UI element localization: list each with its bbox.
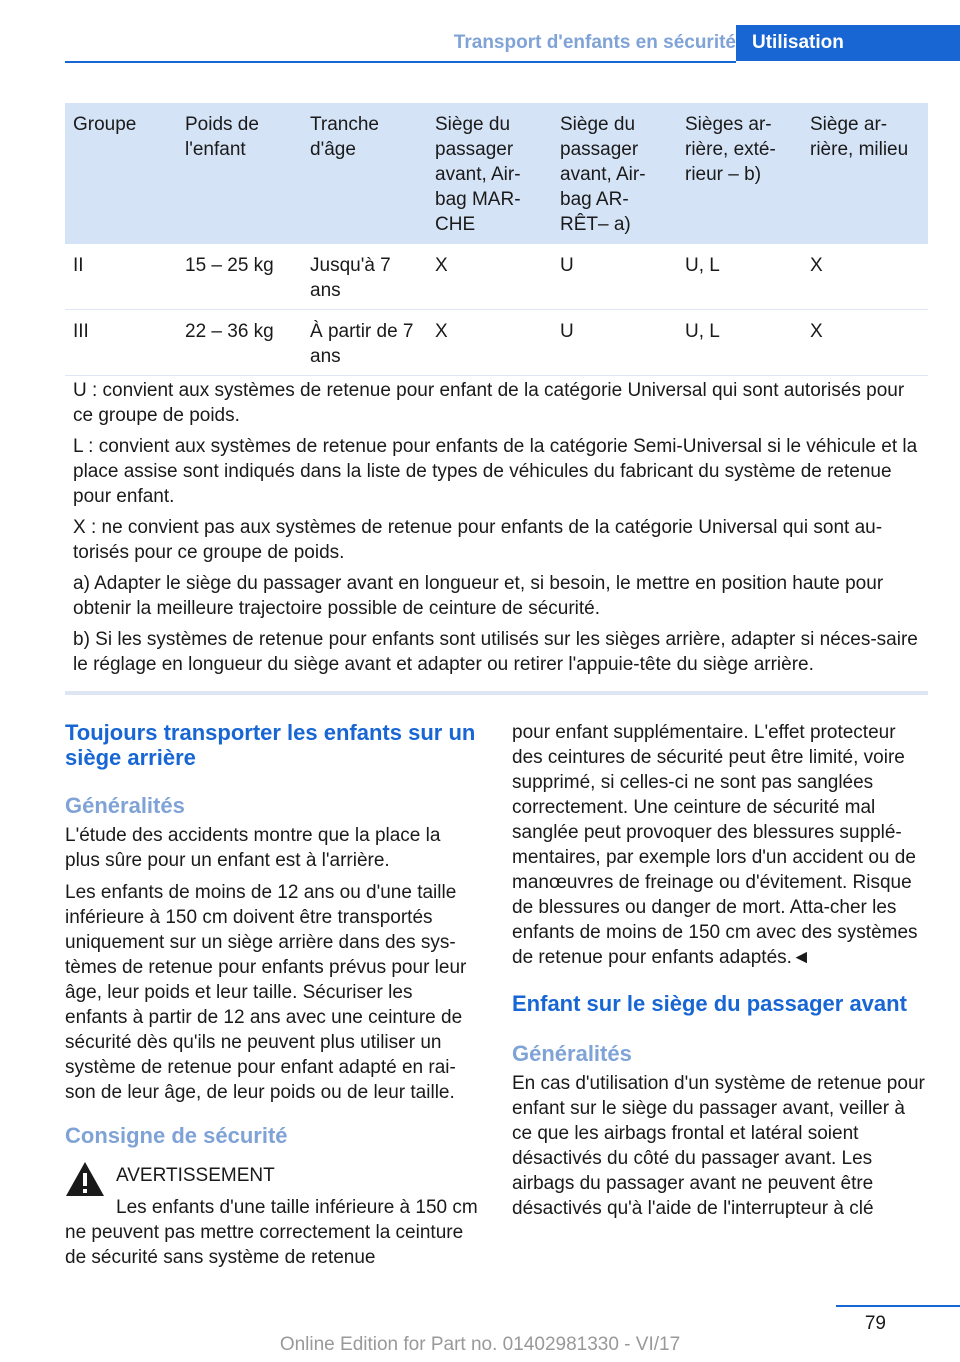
paragraph: Les enfants de moins de 12 ans ou d'une taille inférieure à 150 cm doivent être transportés uniquement sur un siège arrière dans des sys-tèmes de retenue pour enfants prévus pour leur âge, leur poids et leur taille. Sécuriser les enfants à partir de 12 ans avec une ceinture de sécurité dès qu'ils ne peuvent plus utiliser un système de retenue pour enfant adapté en rai-son de leur âge, de leur poids ou de leur taille. xyxy=(65,882,467,1103)
warning-title: AVERTISSEMENT xyxy=(116,1165,275,1186)
table-cell: X xyxy=(810,321,823,342)
table-note: b) Si les systèmes de retenue pour enfants sont utilisés sur les sièges arrière, adapter si néces-saire le réglage en longueur du siège avant et adapter ou retirer l'appuie-tête du siège arrière. xyxy=(73,629,918,675)
table-note: X : ne convient pas aux systèmes de retenue pour enfants de la catégorie Universal qui sont au-torisés pour ce groupe de poids. xyxy=(73,517,883,563)
subsection-heading: Généralités xyxy=(65,793,185,818)
warning-text: Les enfants d'une taille inférieure à 150 cm ne peuvent pas mettre correctement la ceinture de sécurité sans système de retenue xyxy=(65,1197,478,1268)
table-note: a) Adapter le siège du passager avant en longueur et, si besoin, le mettre en position haute pour obtenir la meilleure trajectoire possible de ceinture de sécurité. xyxy=(73,573,884,619)
table-cell: X xyxy=(435,321,448,342)
table-header-cell: Sièges ar-rière, exté-rieur – b) xyxy=(685,114,776,185)
table-note: U : convient aux systèmes de retenue pour enfant de la catégorie Universal qui sont autorisés pour ce groupe de poids. xyxy=(73,380,905,426)
table-cell: X xyxy=(435,255,448,276)
table-header-row xyxy=(65,103,928,244)
table-header-cell: Groupe xyxy=(73,114,137,135)
page-number: 79 xyxy=(864,1313,886,1334)
table-cell: X xyxy=(810,255,823,276)
table-row xyxy=(65,244,928,310)
section-heading: Toujours transporter les enfants sur un siège arrière xyxy=(65,720,476,770)
table-note: L : convient aux systèmes de retenue pour enfants de la catégorie Semi-Universal si le véhicule et la place assise sont indiqués dans la liste de types de véhicules du fabricant du système de retenue pour enfant. xyxy=(73,436,918,507)
warning-triangle-icon xyxy=(65,1160,105,1198)
table-cell: U, L xyxy=(685,321,720,342)
table-cell: U xyxy=(560,321,574,342)
paragraph: pour enfant supplémentaire. L'effet protecteur des ceintures de sécurité peut être limité, voire supprimé, si celles-ci ne sont pas sanglées correctement. Une ceinture de sécurité mal sanglée peut provoquer des blessures supplé-mentaires, par exemple lors d'un accident ou de manœuvres de freinage ou d'évitement. Risque de blessures ou danger de mort. Atta-cher les enfants de moins de 150 cm avec des systèmes de retenue pour enfants adaptés.◄ xyxy=(512,722,918,968)
table-cell: U, L xyxy=(685,255,720,276)
table-cell: II xyxy=(73,255,84,276)
table-header-cell: Siège du passager avant, Air-bag AR-RÊT– a) xyxy=(560,114,646,235)
table-cell: À partir de 7 ans xyxy=(310,321,414,367)
table-cell: U xyxy=(560,255,574,276)
edition-footer: Online Edition for Part no. 01402981330 - VI/17 xyxy=(279,1334,681,1355)
header-rule xyxy=(65,61,736,63)
paragraph: L'étude des accidents montre que la place la plus sûre pour un enfant est à l'arrière. xyxy=(65,825,441,871)
page-header xyxy=(0,25,960,62)
table-cell: 15 – 25 kg xyxy=(185,255,274,276)
right-column xyxy=(512,720,928,1228)
table-notes xyxy=(65,376,928,695)
chapter-tab: Utilisation xyxy=(736,25,960,61)
table-cell: III xyxy=(73,321,89,342)
left-column xyxy=(65,720,480,1270)
table-cell: 22 – 36 kg xyxy=(185,321,274,342)
table-cell: Jusqu'à 7 ans xyxy=(310,255,391,301)
paragraph: En cas d'utilisation d'un système de retenue pour enfant sur le siège du passager avant, veiller à ce que les airbags frontal et latéral soient désactivés du côté du passager avant. Les airbags du passager avant ne peuvent être désactivés qu'à l'aide de l'interrupteur à clé xyxy=(512,1073,925,1219)
table-header-cell: Siège ar-rière, milieu xyxy=(810,114,909,160)
table-header-cell: Siège du passager avant, Air-bag MAR-CHE xyxy=(435,114,521,235)
section-title: Transport d'enfants en sécurité xyxy=(453,32,736,53)
warning-block xyxy=(65,1160,480,1270)
table-header-cell: Poids de l'enfant xyxy=(185,114,259,160)
child-seat-table xyxy=(65,103,928,376)
footer-rule xyxy=(836,1305,960,1307)
table-row xyxy=(65,310,928,376)
section-heading: Enfant sur le siège du passager avant xyxy=(512,991,907,1016)
table-header-cell: Tranche d'âge xyxy=(310,114,379,160)
subsection-heading: Consigne de sécurité xyxy=(65,1123,288,1148)
subsection-heading: Généralités xyxy=(512,1041,632,1066)
